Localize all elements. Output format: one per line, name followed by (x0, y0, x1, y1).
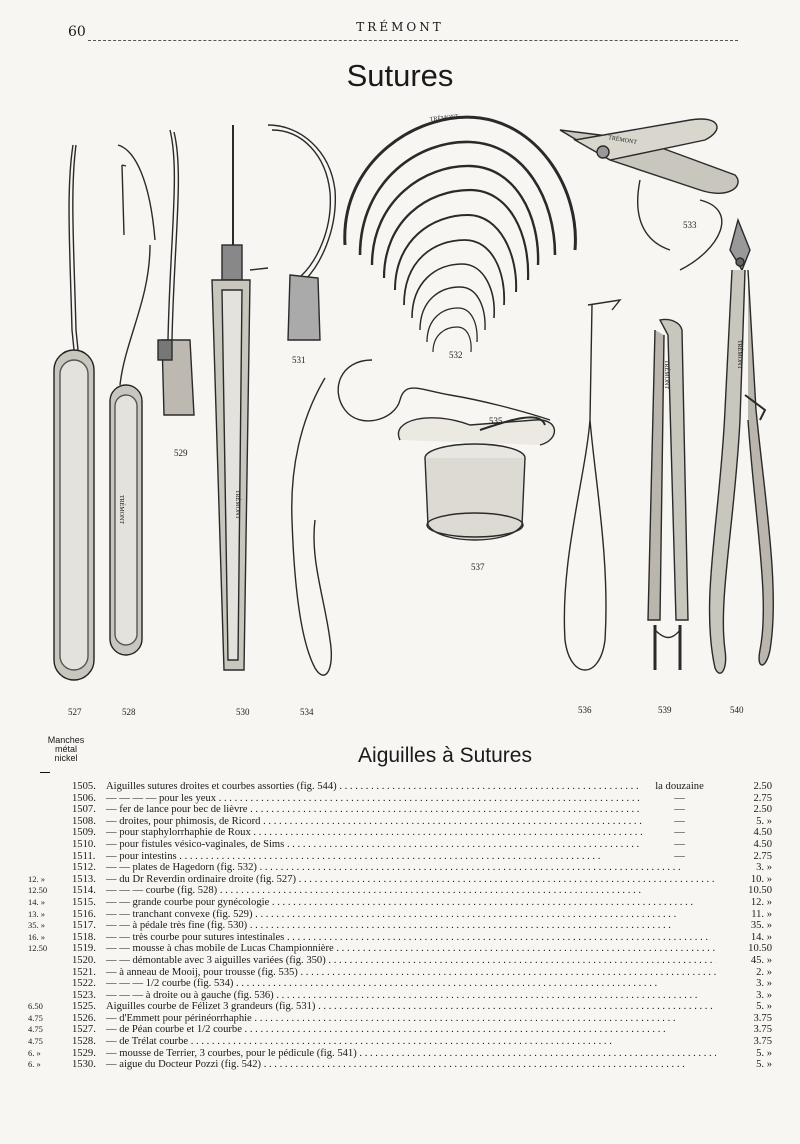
price-list-row (0, 955, 800, 967)
needle-holder-540-illustration (710, 220, 774, 673)
article-description: — de Péan courbe et 1/2 courbe . . . (106, 1024, 716, 1036)
article-number: 1510. (72, 838, 96, 850)
unit: — (642, 851, 717, 863)
price: 35. » (724, 920, 772, 932)
price: 10.50 (724, 885, 772, 897)
nickel-price: 12.50 (28, 943, 48, 954)
article-number: 1521. (72, 966, 96, 978)
article-number: 1509. (72, 827, 96, 839)
price-list-row (0, 943, 800, 955)
price-list-row (0, 1048, 800, 1060)
price-list-row (0, 1036, 800, 1048)
price-list-row (0, 885, 800, 897)
unit: — (642, 804, 717, 816)
needle-holder-530-illustration (212, 125, 268, 670)
article-number: 1517. (72, 920, 96, 932)
price: 2. » (724, 967, 772, 979)
article-description: — — — — pour les yeux . . . (106, 793, 716, 805)
article-description: — d'Emmett pour périnéorrhaphie . . . (106, 1013, 716, 1025)
price-list-row (0, 816, 800, 828)
needle-holder-528-illustration (110, 145, 155, 655)
figure-label-537: 537 (471, 562, 485, 572)
price-list-row (0, 827, 800, 839)
price-list-row (0, 897, 800, 909)
nickel-price: 35. » (28, 920, 45, 931)
price-list-row (0, 932, 800, 944)
article-number: 1526. (72, 1012, 96, 1024)
article-description: Aiguilles courbe de Félizet 3 grandeurs (fig. 531) . . . (106, 1001, 716, 1013)
price: 3.75 (724, 1024, 772, 1036)
price-list-row (0, 862, 800, 874)
price-list-row (0, 920, 800, 932)
price-list-row (0, 1013, 800, 1025)
section-title: Sutures (346, 58, 454, 93)
article-number: 1511. (72, 850, 96, 862)
price: 4.50 (724, 827, 772, 839)
unit: — (642, 839, 717, 851)
price: 45. » (724, 955, 772, 967)
suture-jar-537-illustration (398, 417, 554, 540)
article-number: 1519. (72, 943, 96, 955)
price: 5. » (724, 816, 772, 828)
article-description: — fer de lance pour bec de lièvre . . . (106, 804, 716, 816)
price-list-row (0, 1001, 800, 1013)
price: 2.50 (724, 804, 772, 816)
needle-531-illustration (268, 125, 335, 340)
price-list-row (0, 978, 800, 990)
article-description: — — mousse à chas mobile de Lucas Championnière . . . (106, 943, 716, 955)
article-number: 1525. (72, 1001, 96, 1013)
price: 14. » (724, 932, 772, 944)
article-description: — — à pédale très fine (fig. 530) . . . (106, 920, 716, 932)
price-list-row (0, 804, 800, 816)
price: 5. » (724, 1059, 772, 1071)
figure-label-533: 533 (683, 220, 697, 230)
price: 12. » (724, 897, 772, 909)
article-number: 1518. (72, 931, 96, 943)
nickel-price: 6.50 (28, 1001, 43, 1012)
figure-label-527: 527 (68, 707, 82, 717)
article-number: 1515. (72, 896, 96, 908)
article-number: 1523. (72, 989, 96, 1001)
price-list-row (0, 839, 800, 851)
article-description: — — grande courbe pour gynécologie . . . (106, 897, 716, 909)
figure-label-539: 539 (658, 705, 672, 715)
price-list-row (0, 990, 800, 1002)
article-description: — mousse de Terrier, 3 courbes, pour le pédicule (fig. 541) . . . (106, 1048, 716, 1060)
nickel-price: 14. » (28, 896, 45, 907)
article-description: — pour fistules vésico-vaginales, de Sims . . . (106, 839, 716, 851)
nickel-price: 4.75 (28, 1012, 43, 1023)
figure-label-534: 534 (300, 707, 314, 717)
article-number: 1527. (72, 1024, 96, 1036)
unit: — (642, 793, 717, 805)
nickel-price: 4.75 (28, 1036, 43, 1047)
nickel-price: 4.75 (28, 1024, 43, 1035)
article-description: — — tranchant convexe (fig. 529) . . . (106, 909, 716, 921)
engraved-brand-533: TRÉMONT (607, 135, 638, 147)
price: 3. » (724, 862, 772, 874)
figure-label-528: 528 (122, 707, 136, 717)
price: 3.75 (724, 1013, 772, 1025)
needle-holder-529-illustration (158, 130, 194, 415)
article-number: 1528. (72, 1036, 96, 1048)
engraved-brand-539: TRÉMONT (663, 360, 669, 389)
engraved-brand-540: TRÉMONT (736, 340, 742, 369)
article-number: 1508. (72, 815, 96, 827)
nickel-price: 13. » (28, 908, 45, 919)
engraved-brand-530: TRÉMONT (234, 490, 240, 519)
column-label-nickel-handles: Manches métal nickel (47, 735, 85, 763)
article-description: Aiguilles sutures droites et courbes assorties (fig. 544) . . . (106, 781, 716, 793)
price: 10.50 (724, 943, 772, 955)
nickel-price: 6. » (28, 1047, 41, 1058)
figure-label-540: 540 (730, 705, 744, 715)
article-number: 1530. (72, 1059, 96, 1071)
price: 4.50 (724, 839, 772, 851)
price-list-row (0, 909, 800, 921)
article-description: — pour staphylorrhaphie de Roux . . . (106, 827, 716, 839)
article-number: 1516. (72, 908, 96, 920)
column-label-dash (40, 772, 50, 773)
price: 3.75 (724, 1036, 772, 1048)
article-description: — — — 1/2 courbe (fig. 534) . . . (106, 978, 716, 990)
article-description: — — plates de Hagedorn (fig. 532) . . . (106, 862, 716, 874)
article-description: — de Trélat courbe . . . (106, 1036, 716, 1048)
article-description: — à anneau de Mooij, pour trousse (fig. 535) . . . (106, 967, 716, 979)
article-number: 1512. (72, 862, 96, 874)
unit: — (642, 816, 717, 828)
article-number: 1513. (72, 873, 96, 885)
article-number: 1506. (72, 792, 96, 804)
price-list-row (0, 967, 800, 979)
article-description: — — très courbe pour sutures intestinales . . . (106, 932, 716, 944)
article-number: 1522. (72, 978, 96, 990)
needle-536-illustration (564, 300, 620, 670)
article-number: 1505. (72, 781, 96, 792)
price: 10. » (724, 874, 772, 886)
figure-label-532: 532 (449, 350, 463, 360)
nickel-price: 6. » (28, 1059, 41, 1070)
price: 2.75 (724, 793, 772, 805)
needle-holder-527-illustration (54, 145, 94, 680)
engraved-brand-532: TRÉMONT (429, 113, 460, 123)
needle-534-illustration (292, 378, 332, 675)
unit: la douzaine (642, 781, 717, 793)
needle-535-illustration (338, 360, 550, 421)
article-number: 1514. (72, 885, 96, 897)
article-number: 1529. (72, 1047, 96, 1059)
price-list (0, 781, 800, 1071)
price: 5. » (724, 1048, 772, 1060)
scissors-533-illustration (560, 119, 738, 270)
figure-label-530: 530 (236, 707, 250, 717)
price-list-row (0, 851, 800, 863)
price-list-row (0, 1024, 800, 1036)
price: 3. » (724, 990, 772, 1002)
price: 11. » (724, 909, 772, 921)
figure-label-535: 535 (489, 416, 503, 426)
article-description: — — démontable avec 3 aiguilles variées (fig. 350) . . . (106, 955, 716, 967)
running-head: TRÉMONT (356, 20, 444, 34)
article-number: 1520. (72, 954, 96, 966)
price: 5. » (724, 1001, 772, 1013)
price: 2.50 (724, 781, 772, 793)
price-list-row (0, 874, 800, 886)
figure-label-531: 531 (292, 355, 306, 365)
article-description: — aigue du Docteur Pozzi (fig. 542) . . . (106, 1059, 716, 1071)
price-list-row (0, 1059, 800, 1071)
page-number: 60 (68, 24, 86, 40)
figure-label-536: 536 (578, 705, 592, 715)
price: 3. » (724, 978, 772, 990)
article-description: — du Dr Reverdin ordinaire droite (fig. 527) . . . (106, 874, 716, 886)
nickel-price: 12. » (28, 873, 45, 884)
nickel-price: 12.50 (28, 885, 48, 896)
price-list-title: Aiguilles à Sutures (358, 744, 532, 767)
article-description: — droites, pour phimosis, de Ricord . . . (106, 816, 716, 828)
figure-label-529: 529 (174, 448, 188, 458)
article-description: — — — courbe (fig. 528) . . . (106, 885, 716, 897)
unit: — (642, 827, 717, 839)
engraved-brand-528: TRÉMONT (118, 495, 124, 524)
article-number: 1507. (72, 804, 96, 816)
price-list-row (0, 781, 800, 793)
price: 2.75 (724, 851, 772, 863)
nickel-price: 16. » (28, 931, 45, 942)
article-description: — — — à droite ou à gauche (fig. 536) . . . (106, 990, 716, 1002)
curved-needles-532-illustration (345, 117, 576, 352)
article-description: — pour intestins . . . (106, 851, 716, 863)
price-list-row (0, 793, 800, 805)
